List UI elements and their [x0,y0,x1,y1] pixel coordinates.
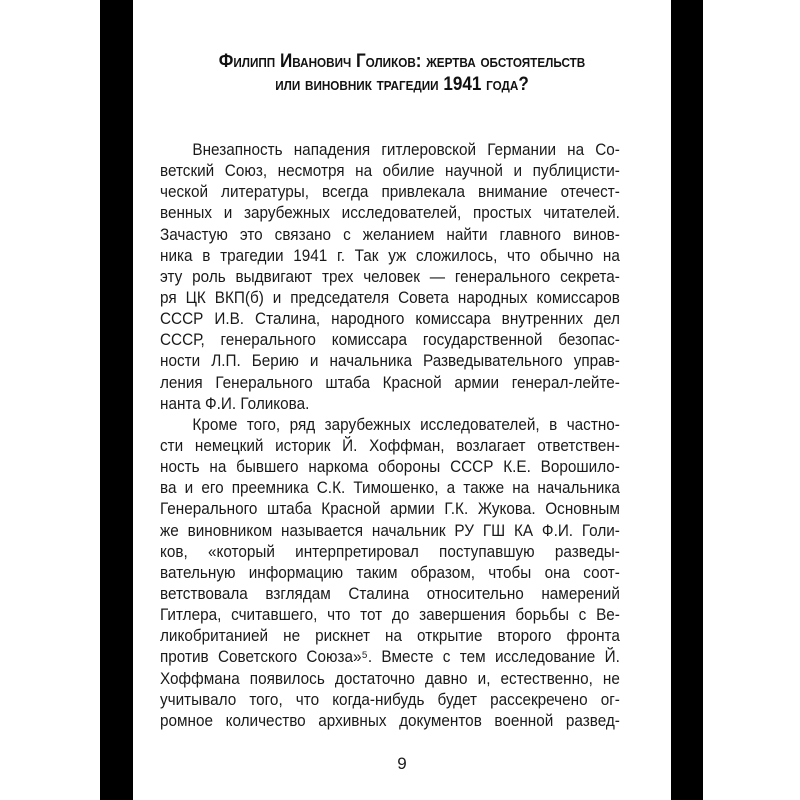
text-line: ря ЦК ВКП(б) и председателя Совета народных комиссаров [160,287,620,307]
text-line: Генерального штаба Красной армии Г.К. Жукова. Основным [160,499,620,519]
text-line: ромное количество архивных документов военной развед- [160,710,620,730]
text-line: ков, «который интерпретировал поступавшую разведы- [160,541,620,561]
scan-border-left [100,0,133,800]
text-line: ника в трагедии 1941 г. Так уж сложилось, что обычно на [160,245,620,265]
chapter-title-line-2: или виновник трагедии 1941 года? [275,74,529,95]
text-line: СССР И.В. Сталина, народного комиссара внутренних дел [160,309,620,329]
text-line: ческой литературы, всегда привлекала внимание отечест- [160,182,620,202]
book-page [133,0,671,800]
text-line: ликобританией не рискнет на открытие второго фронта [160,626,620,646]
chapter-title-line-1: Филипп Иванович Голиков: жертва обстоятельств [218,51,586,72]
text-line: вательную информацию таким образом, чтобы она соот- [160,562,620,582]
text-line: венных и зарубежных исследователей, простых читателей. [160,203,620,223]
text-line: эту роль выдвигают трех человек — генерального секрета- [160,266,620,286]
text-line: ность на бывшего наркома обороны СССР К.Е. Ворошило- [160,457,620,477]
text-line: ва и его преемника С.К. Тимошенко, а также на начальника [160,478,620,498]
text-line: Хоффмана появилось достаточно давно и, естественно, не [160,668,620,688]
scan-border-right [671,0,703,800]
paragraph [160,414,620,731]
page-number: 9 [397,754,407,773]
text-line: ности Л.П. Берию и начальника Разведывательного управ- [160,351,620,371]
text-line: учитывало того, что когда-нибудь будет рассекречено ог- [160,689,620,709]
text-line: сти немецкий историк Й. Хоффман, возлагает ответствен- [160,435,620,455]
text-line: СССР, генерального комиссара государственной безопас- [160,330,620,350]
body-text [160,139,620,731]
paragraph [160,139,620,414]
text-line: Гитлера, считавшего, что тот до завершения борьбы с Ве- [160,605,620,625]
text-line: ления Генерального штаба Красной армии генерал-лейте- [160,372,620,392]
text-line: Зачастую это связано с желанием найти главного винов- [160,224,620,244]
text-line: же виновником называется начальник РУ ГШ КА Ф.И. Голи- [160,520,620,540]
chapter-title [133,50,671,96]
text-line: ветствовала взглядам Сталина относительно намерений [160,583,620,603]
text-line: Внезапность нападения гитлеровской Германии на Со- [192,140,620,159]
text-line: против Советского Союза»⁵. Вместе с тем исследование Й. [160,647,620,667]
text-line: нанта Ф.И. Голикова. [160,393,310,413]
text-line: Кроме того, ряд зарубежных исследователей, в частно- [192,414,620,434]
text-line: ветский Союз, несмотря на обилие научной и публицисти- [160,161,620,181]
